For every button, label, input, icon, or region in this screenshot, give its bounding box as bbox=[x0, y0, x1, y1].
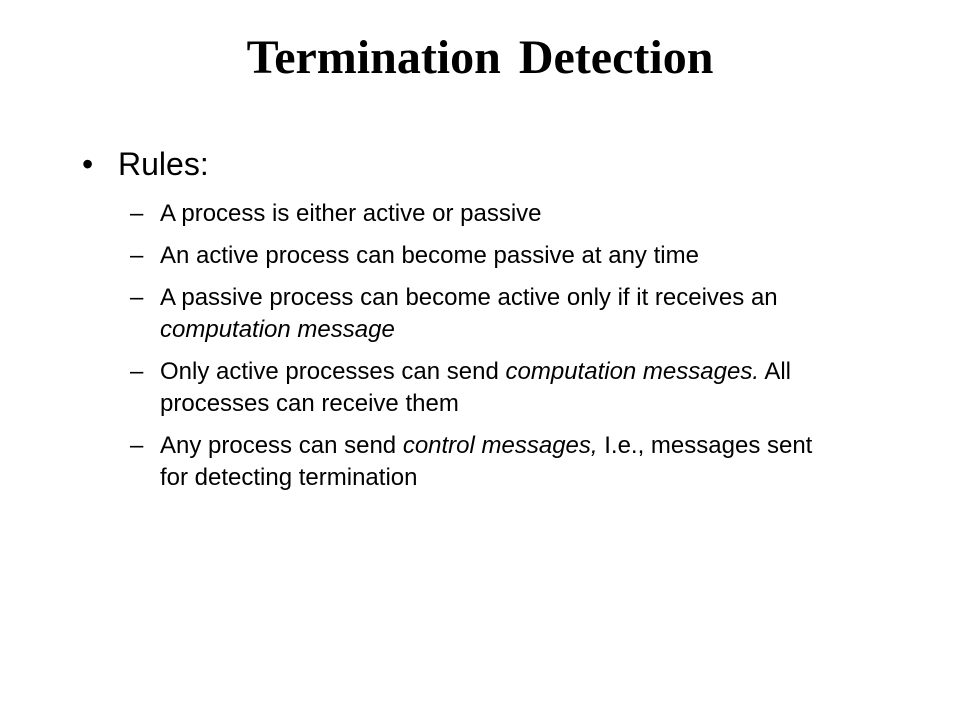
sub-bullet-list bbox=[0, 198, 960, 494]
sub-bullet-text bbox=[160, 356, 820, 420]
text-run: Only active processes can send bbox=[160, 358, 506, 385]
text-run: A process is either active or passive bbox=[160, 200, 542, 227]
italic-text-run: computation messages. bbox=[505, 358, 759, 385]
text-run: I.e., messages sent for detecting termination bbox=[160, 432, 813, 491]
dash-icon: – bbox=[130, 358, 144, 385]
bullet-label: Rules: bbox=[118, 146, 209, 182]
text-run: Any process can send bbox=[160, 432, 403, 459]
sub-bullet-text bbox=[160, 198, 820, 230]
italic-text-run: computation message bbox=[160, 316, 395, 343]
text-run: An active process can become passive at any time bbox=[160, 242, 699, 269]
sub-bullet-item bbox=[0, 240, 960, 272]
bullet-item-rules bbox=[0, 142, 960, 192]
dash-icon: – bbox=[130, 284, 144, 311]
dash-icon: – bbox=[130, 200, 144, 227]
bullet-dot-icon: • bbox=[82, 146, 94, 182]
sub-bullet-text bbox=[160, 282, 820, 346]
sub-bullet-item bbox=[0, 282, 960, 346]
slide-title: Termination Detection bbox=[246, 31, 714, 84]
sub-bullet-item bbox=[0, 356, 960, 420]
text-run: A passive process can become active only if it receives an bbox=[160, 284, 778, 311]
sub-bullet-item bbox=[0, 198, 960, 230]
dash-icon: – bbox=[130, 242, 144, 269]
dash-icon: – bbox=[130, 432, 144, 459]
slide-content bbox=[0, 142, 960, 504]
sub-bullet-text bbox=[160, 240, 820, 272]
sub-bullet-item bbox=[0, 430, 960, 494]
sub-bullet-text bbox=[160, 430, 820, 494]
text-run: All processes can receive them bbox=[160, 358, 791, 417]
italic-text-run: control messages, bbox=[402, 432, 598, 459]
